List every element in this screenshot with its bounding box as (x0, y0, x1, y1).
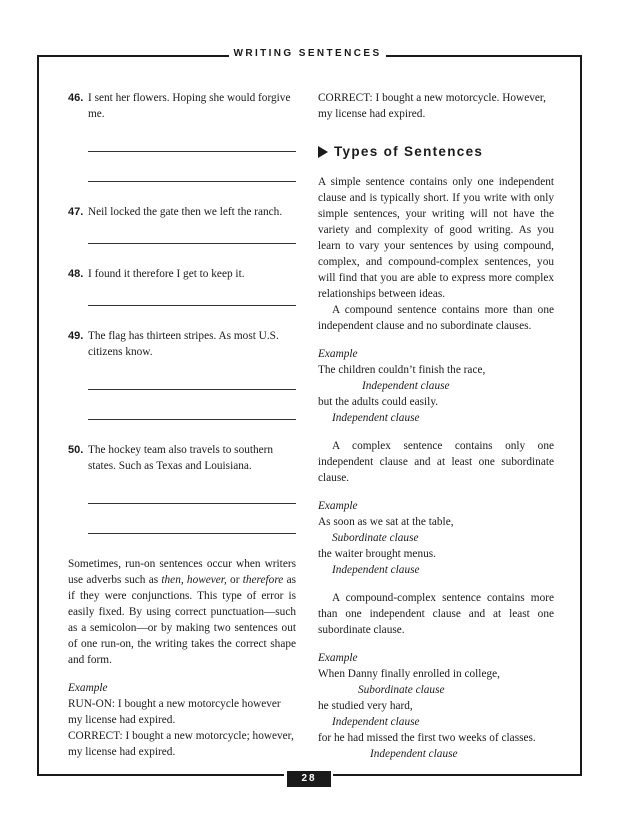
example-label: Example (318, 500, 358, 512)
question-number: 50. (68, 444, 84, 456)
question-46 (68, 90, 296, 122)
header-rule-right (386, 55, 582, 57)
example-label: Example (318, 652, 358, 664)
section-title: Types of Sentences (334, 144, 484, 159)
simple-sentence-paragraph: A simple sentence contains only one independent clause and is typically short. If you write with only simple sentences, your writing will not have the variety and complexity of good writing. As you learn to vary your sentences by using compound, complex, and compound-complex sentences, you will find that you are able to express more complex relationships between ideas. (318, 176, 554, 300)
example-line: As soon as we sat at the table, (318, 516, 454, 528)
clause-label: Independent clause (332, 716, 420, 728)
runon-example: RUN-ON: I bought a new motorcycle however my license had expired. (68, 698, 281, 726)
clause-label: Subordinate clause (358, 684, 445, 696)
question-50 (68, 442, 296, 474)
running-header: WRITING SENTENCES (233, 48, 382, 59)
question-text: Neil locked the gate then we left the ranch. (88, 206, 283, 218)
question-text: The hockey team also travels to southern states. Such as Texas and Louisiana. (88, 444, 274, 472)
correct-example: CORRECT: I bought a new motorcycle. However, my license had expired. (318, 92, 547, 120)
triangle-arrow-icon (318, 146, 328, 158)
complex-sentence-paragraph: A complex sentence contains only one independent clause and at least one subordinate clause. (318, 440, 554, 484)
question-number: 46. (68, 92, 84, 104)
question-text: I found it therefore I get to keep it. (88, 268, 245, 280)
question-number: 49. (68, 330, 84, 342)
runon-paragraph: Sometimes, run-on sentences occur when writers use adverbs such as then, however, or therefore as if they were conjunctions. This type of error is easily fixed. By using correct punctuation—such as a semicolon—or by making two sentences out of one run-on, the writing takes the correct shape and form. (68, 558, 296, 666)
example-line: When Danny finally enrolled in college, (318, 668, 500, 680)
example-label: Example (318, 348, 358, 360)
example-line: for he had missed the first two weeks of classes. (318, 732, 536, 744)
example-line: he studied very hard, (318, 700, 413, 712)
compound-complex-paragraph: A compound-complex sentence contains more than one independent clause and at least one subordinate clause. (318, 592, 554, 636)
question-text: The flag has thirteen stripes. As most U.S. citizens know. (88, 330, 279, 358)
example-line: The children couldn’t finish the race, (318, 364, 486, 376)
footer-rule-right (333, 774, 582, 776)
example-line: but the adults could easily. (318, 396, 439, 408)
section-heading (318, 144, 554, 160)
question-text: I sent her flowers. Hoping she would forgive me. (88, 92, 291, 120)
clause-label: Independent clause (362, 380, 450, 392)
left-column (68, 90, 296, 760)
correct-example: CORRECT: I bought a new motorcycle; however, my license had expired. (68, 730, 294, 758)
clause-label: Independent clause (370, 748, 458, 760)
question-number: 48. (68, 268, 84, 280)
example-label: Example (68, 682, 108, 694)
page-number: 28 (287, 771, 331, 787)
clause-label: Subordinate clause (332, 532, 419, 544)
question-49 (68, 328, 296, 360)
clause-label: Independent clause (332, 564, 420, 576)
right-column (318, 90, 554, 762)
question-47 (68, 204, 296, 220)
question-number: 47. (68, 206, 84, 218)
footer-rule-left (37, 774, 284, 776)
question-48 (68, 266, 296, 282)
header-rule-left (37, 55, 229, 57)
example-line: the waiter brought menus. (318, 548, 436, 560)
clause-label: Independent clause (332, 412, 420, 424)
compound-sentence-paragraph: A compound sentence contains more than one independent clause and no subordinate clauses. (318, 304, 554, 332)
